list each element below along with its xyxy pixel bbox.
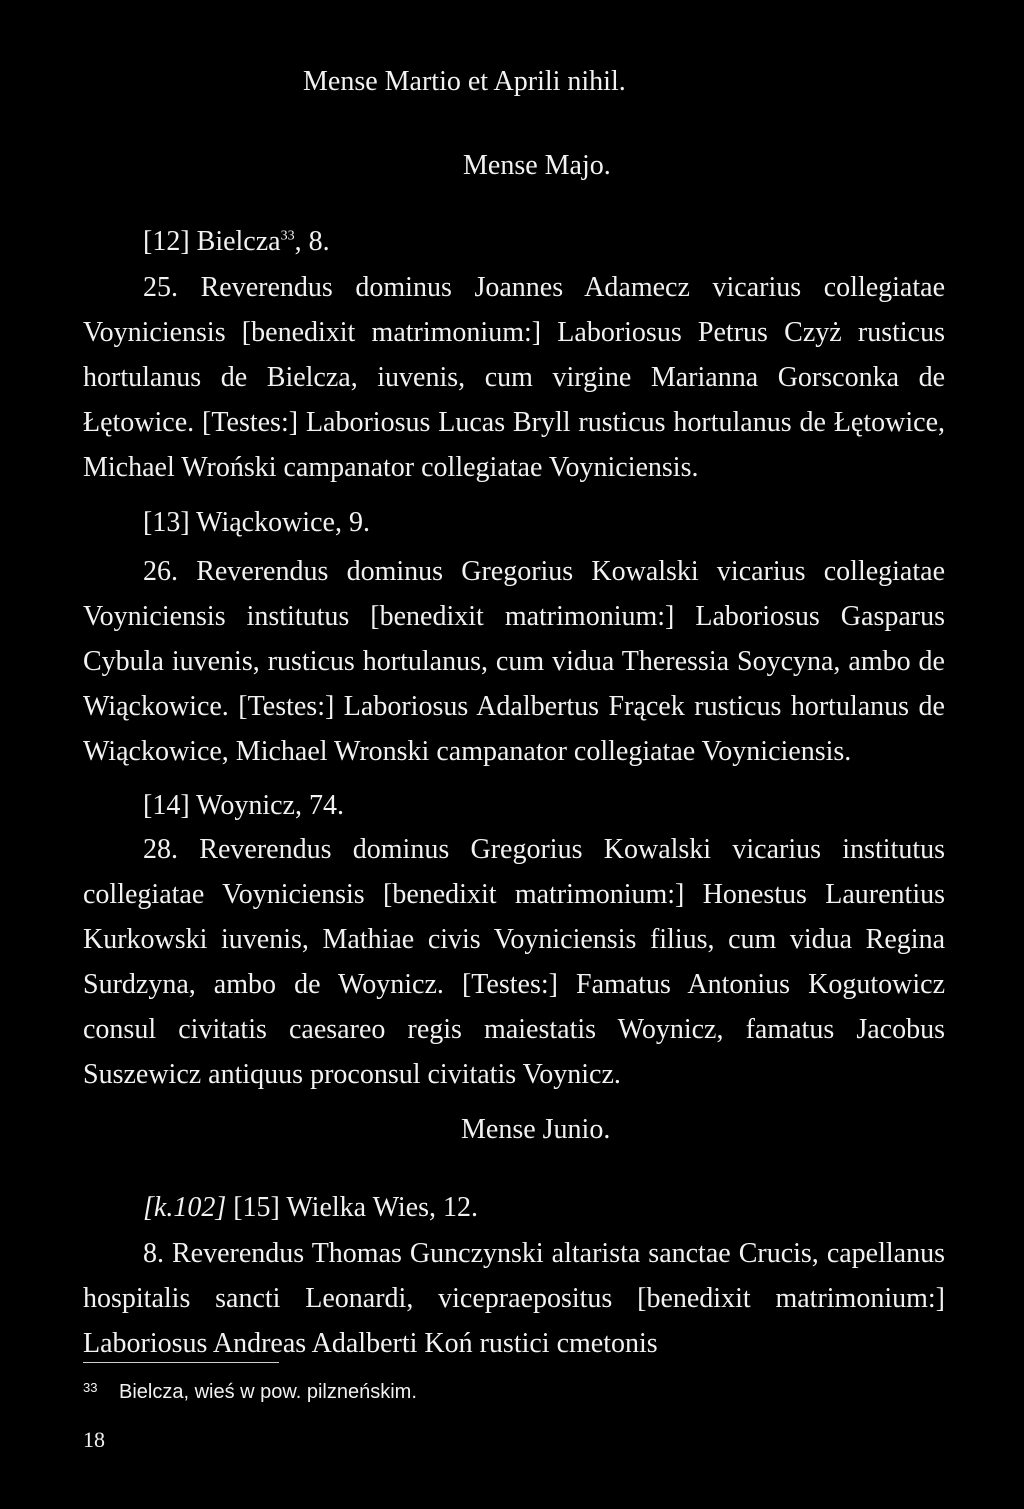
- entry-text-28: 28. Reverendus dominus Gregorius Kowalski vicarius institutus collegiatae Voyniciensis [benedixit matrimonium:] Honestus Laurentius Kurkowski iuvenis, Mathiae civis Voyniciensis filius, cum vidua Regina Surdzyna, ambo de Woynicz. [Testes:] Famatus Antonius Kogutowicz consul civitatis caesareo regis maiestatis Woynicz, famatus Jacobus Suszewicz antiquus proconsul civitatis Voynicz.: [83, 834, 945, 1090]
- footnote-reference: 33: [280, 228, 295, 244]
- entry-text-25: 25. Reverendus dominus Joannes Adamecz vicarius collegiatae Voyniciensis [benedixit matrimonium:] Laboriosus Petrus Czyż rusticus hortulanus de Bielcza, iuvenis, cum virgine Marianna Gorsconka de Łętowice. [Testes:] Laboriosus Lucas Bryll rusticus hortulanus de Łętowice, Michael Wroński campanator collegiatae Voyniciensis.: [83, 272, 945, 483]
- entry-place-15: [143, 1190, 478, 1226]
- entry-place-suffix: , 8.: [294, 226, 330, 257]
- folio-marker: [k.102]: [143, 1192, 227, 1223]
- document-page: [83, 0, 945, 1509]
- footnote-number: 33: [83, 1380, 98, 1395]
- footnote-divider: [83, 1362, 279, 1363]
- heading-march-april: Mense Martio et Aprili nihil.: [303, 66, 626, 97]
- entry-text-8: 8. Reverendus Thomas Gunczynski altarista sanctae Crucis, capellanus hospitalis sancti Leonardi, vicepraepositus [benedixit matrimonium:] Laboriosus Andreas Adalberti Koń rustici cmetonis: [83, 1238, 945, 1359]
- entry-text-26: 26. Reverendus dominus Gregorius Kowalski vicarius collegiatae Voyniciensis institutus [benedixit matrimonium:] Laboriosus Gasparus Cybula iuvenis, rusticus hortulanus, cum vidua Theressia Soycyna, ambo de Wiąckowice. [Testes:] Laboriosus Adalbertus Frącek rusticus hortulanus de Wiąckowice, Michael Wronski campanator collegiatae Voyniciensis.: [83, 556, 945, 767]
- entry-place-13: [13] Wiąckowice, 9.: [143, 507, 370, 538]
- page-number: 18: [83, 1427, 105, 1452]
- entry-place-name: [15] Wielka Wies, 12.: [226, 1192, 479, 1223]
- heading-june: Mense Junio.: [461, 1114, 611, 1145]
- footnote-text: Bielcza, wieś w pow. pilzneńskim.: [119, 1381, 417, 1403]
- footnote: [83, 1378, 417, 1406]
- entry-place-12: [143, 224, 330, 260]
- entry-place-name: [12] Bielcza: [143, 226, 281, 257]
- entry-place-14: [14] Woynicz, 74.: [143, 790, 344, 821]
- heading-may: Mense Majo.: [463, 150, 611, 181]
